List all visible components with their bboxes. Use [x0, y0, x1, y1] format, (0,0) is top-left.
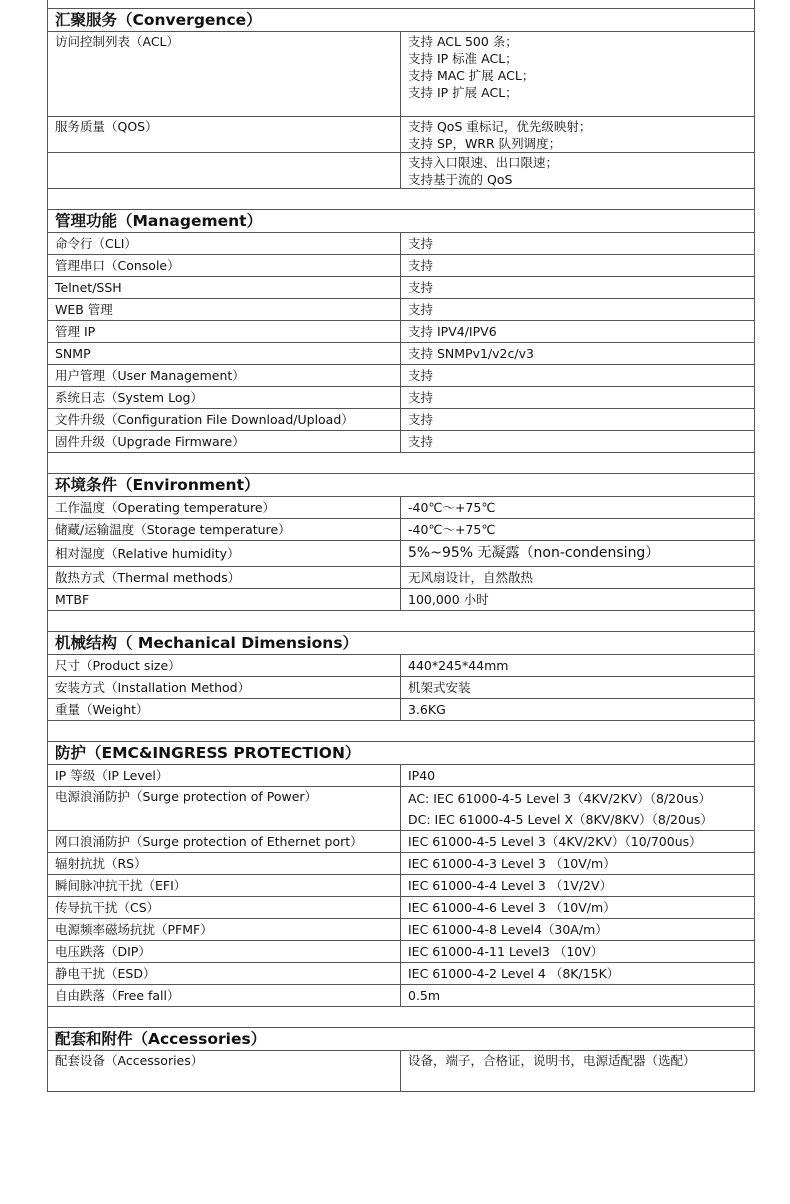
spec-label: WEB 管理 — [48, 299, 401, 321]
table-row — [48, 409, 755, 431]
spec-table — [47, 0, 755, 1092]
section-title: 机械结构（ Mechanical Dimensions） — [48, 632, 755, 655]
spec-value: IEC 61000-4-4 Level 3 （1V/2V） — [401, 875, 755, 897]
table-row — [48, 387, 755, 409]
table-row — [48, 519, 755, 541]
section-header-mechanical — [48, 632, 755, 655]
table-top-strip — [48, 0, 755, 9]
table-row — [48, 831, 755, 853]
spec-label: 电源浪涌防护（Surge protection of Power） — [48, 787, 401, 831]
spec-value: IP40 — [401, 765, 755, 787]
table-row — [48, 875, 755, 897]
spec-label: 重量（Weight） — [48, 699, 401, 721]
section-header-environment — [48, 474, 755, 497]
section-header-management — [48, 210, 755, 233]
section-title: 配套和附件（Accessories） — [48, 1028, 755, 1051]
spec-label: 辐射抗扰（RS） — [48, 853, 401, 875]
spec-value-line: 支持 IP 标准 ACL； — [408, 51, 518, 66]
spec-value: IEC 61000-4-8 Level4（30A/m） — [401, 919, 755, 941]
spec-value: 支持 — [401, 233, 755, 255]
spec-label: 工作温度（Operating temperature） — [48, 497, 401, 519]
spec-value-line: AC: IEC 61000-4-5 Level 3（4KV/2KV）（8/20us） — [408, 791, 711, 806]
spec-value-list — [401, 32, 755, 117]
spec-value-line: 支持 ACL 500 条； — [408, 34, 518, 49]
table-row — [48, 431, 755, 453]
spec-label: 固件升级（Upgrade Firmware） — [48, 431, 401, 453]
spacer-row — [48, 453, 755, 474]
spec-value: 支持 — [401, 387, 755, 409]
spec-value: IEC 61000-4-5 Level 3（4KV/2KV）（10/700us） — [401, 831, 755, 853]
spec-label: 管理串口（Console） — [48, 255, 401, 277]
table-row — [48, 299, 755, 321]
spec-value-line: DC: IEC 61000-4-5 Level X（8KV/8KV）（8/20us） — [408, 812, 713, 827]
spacer-row — [48, 1007, 755, 1028]
section-title: 防护（EMC&INGRESS PROTECTION） — [48, 742, 755, 765]
table-row — [48, 153, 755, 189]
spec-value-list — [401, 153, 755, 189]
table-row — [48, 655, 755, 677]
spec-value: 支持 — [401, 409, 755, 431]
table-row — [48, 941, 755, 963]
table-row — [48, 365, 755, 387]
spec-value: 100,000 小时 — [401, 589, 755, 611]
table-row — [48, 117, 755, 153]
spec-label: 用户管理（User Management） — [48, 365, 401, 387]
spec-value: 支持 — [401, 431, 755, 453]
table-row — [48, 897, 755, 919]
spec-value: IEC 61000-4-6 Level 3 （10V/m） — [401, 897, 755, 919]
spec-value: 机架式安装 — [401, 677, 755, 699]
spec-label: 自由跌落（Free fall） — [48, 985, 401, 1007]
table-row — [48, 787, 755, 831]
table-row — [48, 589, 755, 611]
spacer-row — [48, 189, 755, 210]
spec-label: Telnet/SSH — [48, 277, 401, 299]
table-row — [48, 765, 755, 787]
spec-label-empty — [48, 153, 401, 189]
table-row — [48, 919, 755, 941]
spec-label: 散热方式（Thermal methods） — [48, 567, 401, 589]
spec-value-list — [401, 117, 755, 153]
table-row — [48, 277, 755, 299]
section-title: 管理功能（Management） — [48, 210, 755, 233]
spec-value-line: 支持基于流的 QoS — [408, 172, 513, 187]
section-header-accessories — [48, 1028, 755, 1051]
spec-value-line: 支持 SP，WRR 队列调度； — [408, 136, 562, 151]
spec-label: 尺寸（Product size） — [48, 655, 401, 677]
spec-label: 静电干扰（ESD） — [48, 963, 401, 985]
table-row — [48, 233, 755, 255]
table-row — [48, 255, 755, 277]
table-row — [48, 497, 755, 519]
spec-label: 配套设备（Accessories） — [48, 1051, 401, 1092]
section-header-protection — [48, 742, 755, 765]
spec-label: 电压跌落（DIP） — [48, 941, 401, 963]
spec-value: 设备，端子，合格证，说明书，电源适配器（选配） — [401, 1051, 755, 1092]
spec-value: 支持 SNMPv1/v2c/v3 — [401, 343, 755, 365]
table-row — [48, 567, 755, 589]
table-row — [48, 699, 755, 721]
spec-value: -40℃～+75℃ — [401, 519, 755, 541]
spacer-row — [48, 721, 755, 742]
spec-label: 传导抗干扰（CS） — [48, 897, 401, 919]
spec-value: 支持 — [401, 365, 755, 387]
spec-label: IP 等级（IP Level） — [48, 765, 401, 787]
spec-value: 5%~95% 无凝露（non-condensing） — [401, 541, 755, 567]
spec-value: 0.5m — [401, 985, 755, 1007]
spec-label: 电源频率磁场抗扰（PFMF） — [48, 919, 401, 941]
spec-value-line: 支持入口限速、出口限速； — [408, 155, 559, 170]
table-row — [48, 541, 755, 567]
spec-label: 相对湿度（Relative humidity） — [48, 541, 401, 567]
spec-value: IEC 61000-4-2 Level 4 （8K/15K） — [401, 963, 755, 985]
spec-label: MTBF — [48, 589, 401, 611]
spec-value: -40℃～+75℃ — [401, 497, 755, 519]
spec-value: IEC 61000-4-3 Level 3 （10V/m） — [401, 853, 755, 875]
table-row — [48, 321, 755, 343]
section-title: 环境条件（Environment） — [48, 474, 755, 497]
spec-value: 440*245*44mm — [401, 655, 755, 677]
spec-value: 支持 — [401, 255, 755, 277]
spec-label: 瞬间脉冲抗干扰（EFI） — [48, 875, 401, 897]
spec-value-line: 支持 IP 扩展 ACL； — [408, 85, 518, 100]
spec-value: 支持 IPV4/IPV6 — [401, 321, 755, 343]
table-row — [48, 677, 755, 699]
spec-value-line: 支持 QoS 重标记，优先级映射； — [408, 119, 592, 134]
table-row — [48, 963, 755, 985]
spec-value: IEC 61000-4-11 Level3 （10V） — [401, 941, 755, 963]
spec-label: 命令行（CLI） — [48, 233, 401, 255]
spec-label: 网口浪涌防护（Surge protection of Ethernet port） — [48, 831, 401, 853]
table-row — [48, 853, 755, 875]
spec-value-line: 支持 MAC 扩展 ACL； — [408, 68, 535, 83]
spec-label: 安装方式（Installation Method） — [48, 677, 401, 699]
spec-label: 储藏/运输温度（Storage temperature） — [48, 519, 401, 541]
spec-value: 3.6KG — [401, 699, 755, 721]
spec-value: 支持 — [401, 299, 755, 321]
spec-label: 服务质量（QOS） — [48, 117, 401, 153]
spec-label: 访问控制列表（ACL） — [48, 32, 401, 117]
spec-label: 文件升级（Configuration File Download/Upload） — [48, 409, 401, 431]
section-title: 汇聚服务（Convergence） — [48, 9, 755, 32]
spec-value: 无风扇设计，自然散热 — [401, 567, 755, 589]
spec-label: SNMP — [48, 343, 401, 365]
spec-value-list — [401, 787, 755, 831]
table-row — [48, 985, 755, 1007]
spec-label: 系统日志（System Log） — [48, 387, 401, 409]
spec-label: 管理 IP — [48, 321, 401, 343]
table-row — [48, 343, 755, 365]
spacer-row — [48, 611, 755, 632]
table-row — [48, 1051, 755, 1092]
section-header-convergence — [48, 9, 755, 32]
table-row — [48, 32, 755, 117]
spec-value: 支持 — [401, 277, 755, 299]
